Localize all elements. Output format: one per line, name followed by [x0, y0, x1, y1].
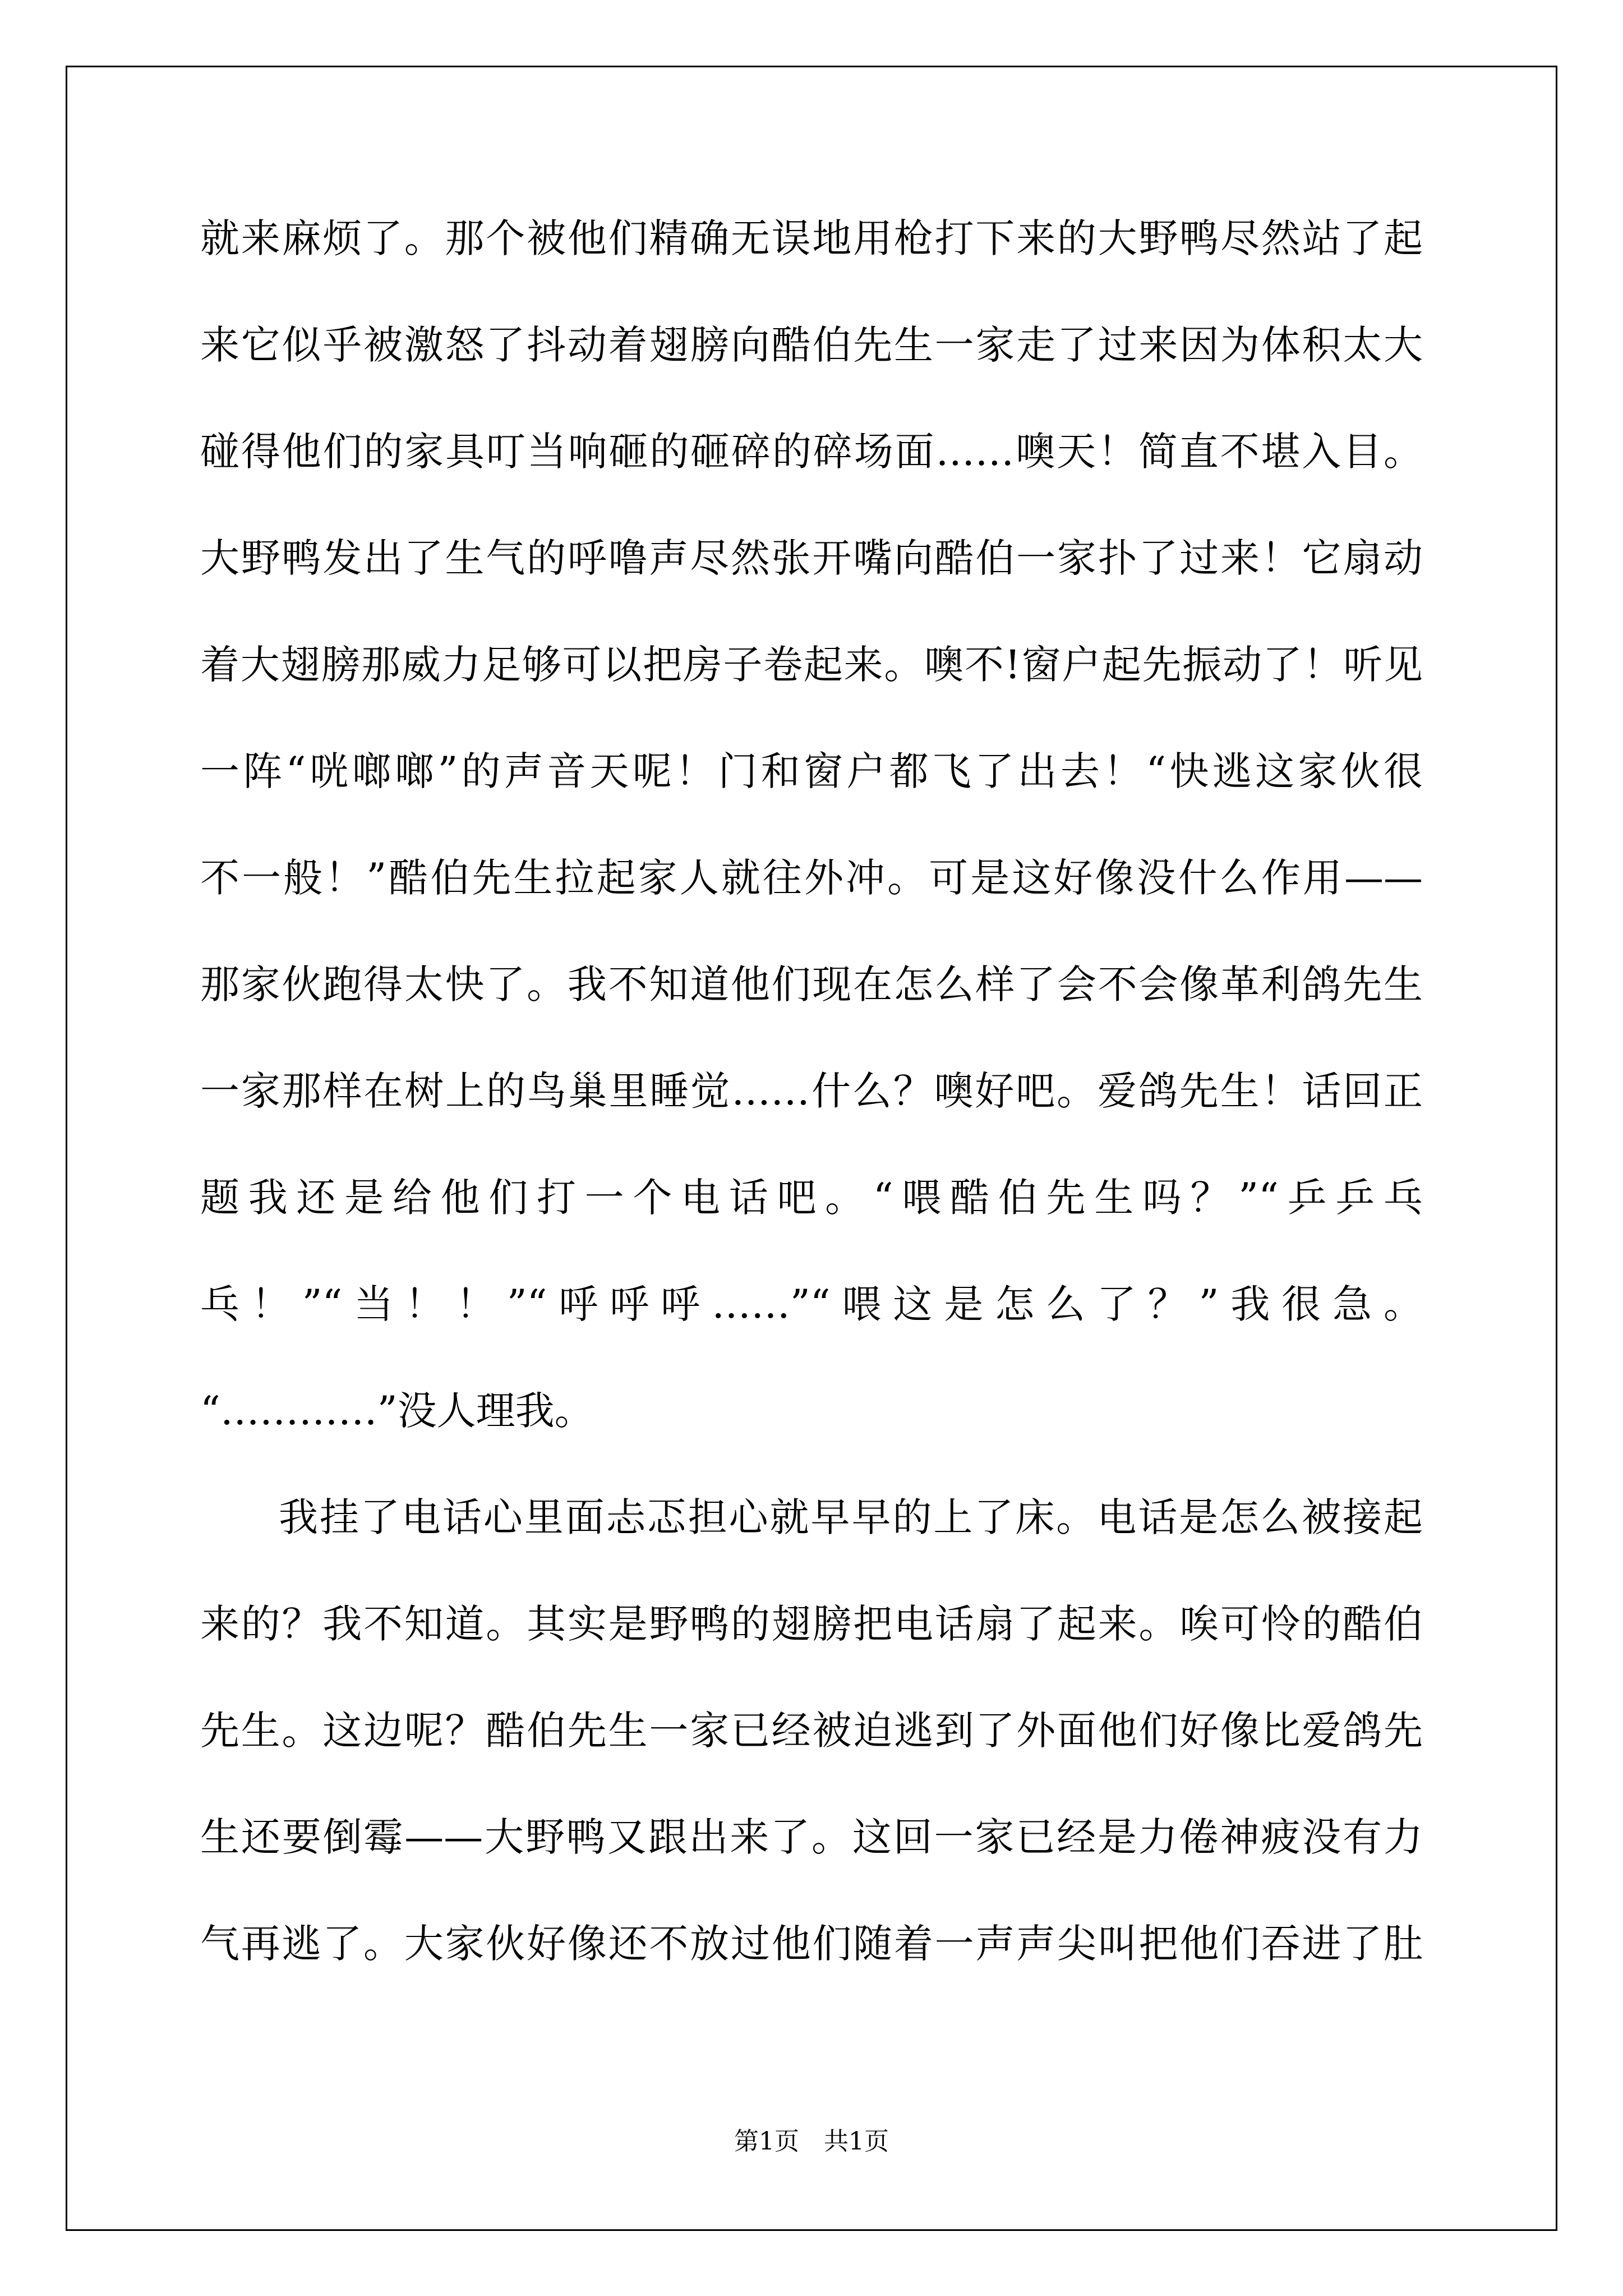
text-line: 生还要倒霉——大野鸭又跟出来了。这回一家已经是力倦神疲没有力 — [200, 1814, 1423, 1860]
text-line: 来它似乎被激怒了抖动着翅膀向酷伯先生一家走了过来因为体积太大 — [200, 322, 1423, 368]
text-line: 一家那样在树上的鸟巢里睡觉……什么？噢好吧。爱鸽先生！话回正 — [200, 1068, 1423, 1114]
page-footer: 第1页 共1页 — [734, 2127, 889, 2156]
text-line: “…………”没人理我。 — [200, 1388, 594, 1434]
text-line: 大野鸭发出了生气的呼噜声尽然张开嘴向酷伯一家扑了过来！它扇动 — [200, 535, 1423, 581]
text-line: 先生。这边呢？酷伯先生一家已经被迫逃到了外面他们好像比爱鸽先 — [200, 1708, 1423, 1754]
text-line: 着大翅膀那威力足够可以把房子卷起来。噢不!窗户起先振动了！听见 — [200, 642, 1423, 688]
text-line: 碰得他们的家具叮当响砸的砸碎的碎场面……噢天！简直不堪入目。 — [200, 429, 1423, 475]
text-line: 来的？我不知道。其实是野鸭的翅膀把电话扇了起来。唉可怜的酷伯 — [200, 1601, 1423, 1647]
text-line: 乓！”“当！！”“呼呼呼……”“喂这是怎么了？”我很急。 — [200, 1281, 1423, 1327]
text-line: 就来麻烦了。那个被他们精确无误地用枪打下来的大野鸭尽然站了起 — [200, 215, 1423, 261]
text-line: 题我还是给他们打一个电话吧。“喂酷伯先生吗？”“乒乒乓 — [200, 1175, 1423, 1221]
paragraph-first-line: 我挂了电话心里面忐忑担心就早早的上了床。电话是怎么被接起 — [279, 1494, 1423, 1540]
text-line: 不一般！”酷伯先生拉起家人就往外冲。可是这好像没什么作用—— — [200, 855, 1423, 901]
text-line: 那家伙跑得太快了。我不知道他们现在怎么样了会不会像革利鸽先生 — [200, 961, 1423, 1007]
document-body — [200, 213, 1423, 2025]
text-line: 气再逃了。大家伙好像还不放过他们随着一声声尖叫把他们吞进了肚 — [200, 1921, 1423, 1967]
text-line: 一阵“咣啷啷”的声音天呢！门和窗户都飞了出去！“快逃这家伙很 — [200, 748, 1423, 794]
